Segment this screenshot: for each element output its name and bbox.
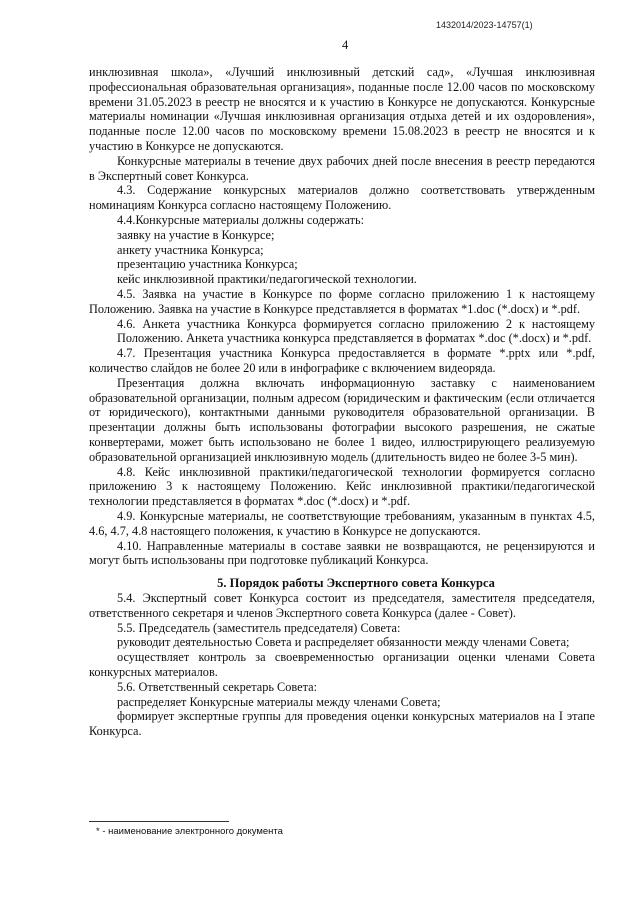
paragraph-4-9: 4.9. Конкурсные материалы, не соответствующие требованиям, указанным в пунктах 4.5, 4.6, 4.7, 4.8 настоящего положения, к участию в Конкурсе не допускаются. bbox=[89, 508, 595, 538]
paragraph-nominations-deadline: инклюзивная школа», «Лучший инклюзивный детский сад», «Лучшая инклюзивная профессиональная образовательная организация», поданные после 12.00 часов по московскому времени 31.05.2023 в реестр не вносятся и к участию в Конкурсе не допускаются. Конкурсные материалы номинации «Лучшая инклюзивная организация отдыха детей и их оздоровления», поданные после 12.00 часов по московскому времени 15.08.2023 в реестр не вносятся и к участию в Конкурсе не допускаются. bbox=[89, 65, 595, 153]
paragraph-4-4: 4.4.Конкурсные материалы должны содержать: bbox=[117, 212, 365, 227]
section-heading: 5. Порядок работы Экспертного совета Конкурса bbox=[217, 576, 495, 591]
list-item-chair-control: осуществляет контроль за своевременностью организации оценки членами Совета конкурсных материалов. bbox=[89, 650, 595, 680]
paragraph-4-5: 4.5. Заявка на участие в Конкурсе по форме согласно приложению 1 к настоящему Положению. Заявка на участие в Конкурсе представляется в форматах *1.doc (*.docx) и *.pdf. bbox=[89, 286, 595, 316]
paragraph-4-6: 4.6. Анкета участника Конкурса формируется согласно приложению 2 к настоящему Положению. Анкета участника конкурса представляется в форматах *.doc (*.docx) и *.pdf. bbox=[117, 316, 595, 346]
footnote: * - наименование электронного документа bbox=[96, 826, 283, 837]
page-number: 4 bbox=[342, 38, 349, 52]
paragraph-5-5: 5.5. Председатель (заместитель председателя) Совета: bbox=[117, 620, 401, 635]
list-item-questionnaire: анкету участника Конкурса; bbox=[117, 242, 264, 257]
paragraph-4-8: 4.8. Кейс инклюзивной практики/педагогической технологии формируется согласно приложению 3 к настоящему Положению. Кейс инклюзивной практики/педагогической технологии представляется в форматах *.doc (*.docx) и *.pdf. bbox=[89, 464, 595, 509]
paragraph-5-4: 5.4. Экспертный совет Конкурса состоит из председателя, заместителя председателя, ответственного секретаря и членов Экспертного совета Конкурса (далее - Совет). bbox=[89, 591, 595, 620]
section-spacer bbox=[89, 568, 595, 576]
paragraph-4-7: 4.7. Презентация участника Конкурса предоставляется в формате *.pptx или *.pdf, количество слайдов не более 20 или в инфографике с включением видеоряда. bbox=[89, 346, 595, 375]
list-item-presentation: презентацию участника Конкурса; bbox=[117, 257, 298, 272]
list-item-chair-duties: руководит деятельностью Совета и распределяет обязанности между членами Совета; bbox=[117, 635, 570, 650]
list-item-application: заявку на участие в Конкурсе; bbox=[117, 227, 275, 242]
paragraph-transfer-to-council: Конкурсные материалы в течение двух рабочих дней после внесения в реестр передаются в Экспертный совет Конкурса. bbox=[89, 153, 595, 183]
paragraph-presentation-requirements: Презентация должна включать информационную заставку с наименованием образовательной организации, полным адресом (юридическим и фактическим (если отличается от юридического), контактными данными руководителя образовательной организации. В презентации должны быть использованы фотографии высокого разрешения, не сжатые конвертерами, может быть использовано не более 1 видео, иллюстрирующего реализуемую образовательной организацией инклюзивную модель (длительность видео не более 3-5 мин). bbox=[89, 375, 595, 464]
list-item-case: кейс инклюзивной практики/педагогической технологии. bbox=[117, 272, 417, 287]
document-body bbox=[89, 65, 595, 739]
paragraph-4-3: 4.3. Содержание конкурсных материалов должно соответствовать утвержденным номинациям Конкурса согласно настоящему Положению. bbox=[89, 183, 595, 213]
document-number: 1432014/2023-14757(1) bbox=[436, 20, 533, 30]
list-item-secretary-groups: формирует экспертные группы для проведения оценки конкурсных материалов на I этапе Конкурса. bbox=[89, 709, 595, 739]
list-item-secretary-distribution: распределяет Конкурсные материалы между членами Совета; bbox=[117, 694, 441, 709]
paragraph-4-10: 4.10. Направленные материалы в составе заявки не возвращаются, не рецензируются и могут быть использованы при подготовке публикаций Конкурса. bbox=[89, 538, 595, 568]
paragraph-5-6: 5.6. Ответственный секретарь Совета: bbox=[117, 679, 317, 694]
footnote-divider bbox=[89, 821, 229, 822]
